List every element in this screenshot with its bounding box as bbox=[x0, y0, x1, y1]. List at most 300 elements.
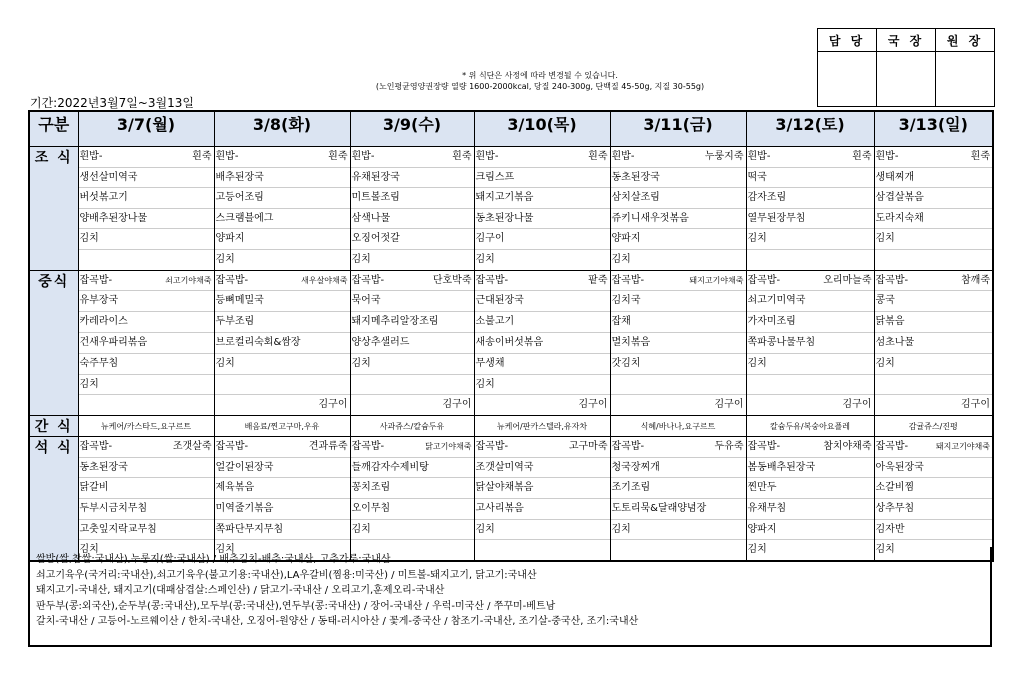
menu-item bbox=[611, 458, 746, 479]
day-header: 3/13(일) bbox=[874, 111, 993, 147]
menu-item bbox=[351, 250, 474, 270]
dish-label: 고사리볶음 bbox=[475, 502, 524, 514]
dinner-cell bbox=[78, 437, 214, 561]
menu-item bbox=[875, 499, 993, 520]
menu-item bbox=[875, 168, 993, 189]
porridge-label: 단호박죽 bbox=[432, 274, 472, 286]
day-header: 3/10(목) bbox=[474, 111, 610, 147]
rice-label: 흰밥- bbox=[351, 151, 375, 162]
dinner-row bbox=[29, 437, 993, 561]
menu-item bbox=[215, 375, 350, 396]
rice-label: 잡곡밥- bbox=[611, 274, 645, 286]
menu-item bbox=[611, 520, 746, 541]
dish-label: 김치 bbox=[79, 544, 99, 556]
menu-item bbox=[611, 229, 746, 250]
menu-item bbox=[475, 458, 610, 479]
dish-label: 소불고기 bbox=[475, 316, 515, 328]
origin-line: 쇠고기육우(국거리:국내산),쇠고기육우(불고기용:국내산),LA우갈비(찜용:미국산) / 미트볼-돼지고기, 닭고기:국내산 bbox=[36, 569, 537, 581]
menu-item bbox=[351, 395, 474, 415]
dish-label: 쥬키니새우젓볶음 bbox=[611, 212, 689, 224]
lunch-row bbox=[29, 270, 993, 416]
dish-label: 김치 bbox=[611, 523, 631, 535]
breakfast-cell bbox=[214, 147, 350, 271]
menu-item bbox=[215, 478, 350, 499]
dish-label: 김치 bbox=[611, 253, 631, 265]
dish-label: 청국장찌개 bbox=[611, 461, 660, 473]
menu-item bbox=[215, 168, 350, 189]
menu-item bbox=[875, 520, 993, 541]
dish-label: 닭갈비 bbox=[79, 482, 109, 494]
menu-item bbox=[475, 395, 610, 415]
dish-label: 돼지메추리알장조림 bbox=[351, 316, 439, 328]
dish-label: 김치 bbox=[351, 253, 371, 265]
dish-label: 동초된장나물 bbox=[475, 212, 534, 224]
menu-item bbox=[611, 291, 746, 312]
section-label-breakfast: 조 식 bbox=[29, 147, 78, 271]
porridge-label: 닭고기야채죽 bbox=[425, 442, 472, 452]
menu-item bbox=[79, 147, 214, 168]
menu-item bbox=[875, 291, 993, 312]
rice-label: 잡곡밥- bbox=[351, 441, 385, 453]
dish-label: 콩국 bbox=[875, 295, 895, 307]
origin-line: 돼지고기-국내산, 돼지고기(대패삼겹살:스페인산) / 닭고기-국내산 / 오리고기,훈제오리-국내산 bbox=[36, 585, 445, 597]
dish-label: 김치 bbox=[875, 544, 895, 556]
menu-item bbox=[747, 147, 874, 168]
lunch-cell bbox=[214, 270, 350, 416]
dinner-cell bbox=[874, 437, 993, 561]
menu-item bbox=[351, 271, 474, 292]
dish-label: 김치 bbox=[875, 357, 895, 369]
menu-item bbox=[747, 354, 874, 375]
breakfast-cell bbox=[874, 147, 993, 271]
dish-label: 양파지 bbox=[611, 233, 641, 245]
dish-label: 배추된장국 bbox=[215, 171, 264, 183]
menu-item bbox=[611, 188, 746, 209]
day-header: 3/11(금) bbox=[610, 111, 746, 147]
menu-item bbox=[611, 209, 746, 230]
breakfast-cell bbox=[610, 147, 746, 271]
dish-label: 무생채 bbox=[475, 357, 505, 369]
dish-label: 고춧잎지락교무침 bbox=[79, 523, 157, 535]
dish-label: 제육볶음 bbox=[215, 482, 255, 494]
menu-item bbox=[79, 520, 214, 541]
rice-label: 흰밥- bbox=[475, 151, 499, 162]
dish-label: 봄동배추된장국 bbox=[747, 461, 816, 473]
origin-notes bbox=[28, 547, 992, 647]
dish-label: 김구이 bbox=[475, 233, 505, 245]
menu-item bbox=[611, 333, 746, 354]
dish-label: 양상추샐러드 bbox=[351, 336, 410, 348]
dish-label: 생태찌개 bbox=[875, 171, 915, 183]
menu-item bbox=[611, 312, 746, 333]
approval-label-director: 국 장 bbox=[877, 29, 936, 52]
menu-item bbox=[215, 395, 350, 415]
menu-item bbox=[215, 209, 350, 230]
rice-label: 잡곡밥- bbox=[747, 441, 781, 453]
menu-item bbox=[79, 168, 214, 189]
menu-item bbox=[475, 291, 610, 312]
snack-cell: 뉴케어/판카스텔라,유자차 bbox=[474, 416, 610, 437]
extra-dish-label: 김구이 bbox=[961, 399, 990, 411]
dish-label: 미트볼조림 bbox=[351, 192, 400, 204]
menu-item bbox=[875, 250, 993, 270]
porridge-label: 고구마죽 bbox=[568, 441, 608, 453]
dish-label: 동초된장국 bbox=[611, 171, 660, 183]
porridge-label: 흰죽 bbox=[852, 151, 872, 162]
notice-line: (노인평균영양권장량 열량 1600-2000kcal, 당질 240-300g, 단백질 45-50g, 지질 30-55g) bbox=[375, 82, 705, 91]
origin-line: 쌀밥(쌀,찹쌀:국내산),누룽지(쌀:국내산) / 배추김치-배추:국내산, 고추가루:국내산 bbox=[36, 554, 391, 565]
menu-item bbox=[611, 354, 746, 375]
menu-item bbox=[475, 271, 610, 292]
menu-item bbox=[875, 478, 993, 499]
dish-label: 조갯살미역국 bbox=[475, 461, 534, 473]
dish-label: 유채무침 bbox=[747, 502, 787, 514]
lunch-cell bbox=[474, 270, 610, 416]
menu-item bbox=[475, 375, 610, 396]
snack-cell: 식혜/바나나,요구르트 bbox=[610, 416, 746, 437]
dish-label: 닭볶음 bbox=[875, 316, 905, 328]
extra-dish-label: 김구이 bbox=[714, 399, 744, 411]
porridge-label: 오리마늘죽 bbox=[823, 274, 872, 286]
menu-item bbox=[875, 188, 993, 209]
rice-label: 잡곡밥- bbox=[611, 441, 645, 453]
dish-label: 떡국 bbox=[747, 171, 767, 183]
menu-item bbox=[747, 520, 874, 541]
menu-item bbox=[215, 333, 350, 354]
dinner-cell bbox=[350, 437, 474, 561]
menu-item bbox=[351, 520, 474, 541]
menu-item bbox=[79, 499, 214, 520]
menu-item bbox=[747, 271, 874, 292]
dish-label: 동초된장국 bbox=[79, 461, 128, 473]
snack-cell: 배음료/찐고구마,우유 bbox=[214, 416, 350, 437]
dish-label: 근대된장국 bbox=[475, 295, 524, 307]
breakfast-row bbox=[29, 147, 993, 271]
menu-item bbox=[475, 437, 610, 458]
day-header: 3/9(수) bbox=[350, 111, 474, 147]
day-header: 3/8(화) bbox=[214, 111, 350, 147]
dish-label: 묵어국 bbox=[351, 295, 381, 307]
menu-item bbox=[611, 395, 746, 415]
rice-label: 잡곡밥- bbox=[475, 274, 509, 286]
extra-dish-label: 김구이 bbox=[578, 399, 608, 411]
menu-item bbox=[79, 437, 214, 458]
menu-item bbox=[351, 291, 474, 312]
porridge-label: 흰죽 bbox=[328, 151, 348, 162]
approval-sign-box[interactable] bbox=[818, 52, 877, 107]
period-label: 기간:2022년3월7일~3월13일 bbox=[30, 96, 194, 110]
menu-item bbox=[611, 499, 746, 520]
lunch-cell bbox=[610, 270, 746, 416]
dish-label: 김치 bbox=[747, 233, 767, 245]
dish-label: 얼갈이된장국 bbox=[215, 461, 274, 473]
approval-sign-box[interactable] bbox=[936, 52, 995, 107]
menu-item bbox=[79, 271, 214, 292]
menu-item bbox=[351, 437, 474, 458]
dish-label: 갓김치 bbox=[611, 357, 641, 369]
rice-label: 흰밥- bbox=[79, 151, 103, 162]
menu-item bbox=[351, 188, 474, 209]
dish-label: 도토리묵&달래양념장 bbox=[611, 502, 707, 514]
dish-label: 열무된장무침 bbox=[747, 212, 806, 224]
menu-item bbox=[351, 354, 474, 375]
extra-dish-label: 김구이 bbox=[442, 399, 472, 411]
menu-item bbox=[611, 147, 746, 168]
dish-label: 미역줄기볶음 bbox=[215, 502, 274, 514]
breakfast-cell bbox=[350, 147, 474, 271]
menu-item bbox=[747, 291, 874, 312]
menu-item bbox=[79, 188, 214, 209]
menu-item bbox=[215, 188, 350, 209]
dish-label: 양파지 bbox=[747, 523, 777, 535]
menu-item bbox=[747, 499, 874, 520]
menu-item bbox=[875, 271, 993, 292]
menu-item bbox=[611, 375, 746, 396]
menu-item bbox=[215, 354, 350, 375]
menu-item bbox=[215, 520, 350, 541]
dish-label: 김치 bbox=[351, 357, 371, 369]
menu-item bbox=[747, 209, 874, 230]
porridge-label: 조갯살죽 bbox=[172, 441, 212, 453]
breakfast-cell bbox=[746, 147, 874, 271]
menu-item bbox=[875, 333, 993, 354]
menu-item bbox=[611, 168, 746, 189]
dish-label: 김치 bbox=[475, 523, 495, 535]
menu-item bbox=[875, 147, 993, 168]
dish-label: 숙주무침 bbox=[79, 357, 119, 369]
dish-label: 김치 bbox=[215, 253, 235, 265]
dish-label: 들깨감자수제비탕 bbox=[351, 461, 429, 473]
dish-label: 삼색나물 bbox=[351, 212, 391, 224]
menu-item bbox=[79, 333, 214, 354]
rice-label: 흰밥- bbox=[747, 151, 771, 162]
dish-label: 닭살야채볶음 bbox=[475, 482, 534, 494]
porridge-label: 참깨죽 bbox=[961, 274, 990, 286]
dish-label: 오징어젓갈 bbox=[351, 233, 400, 245]
dish-label: 양배추된장나물 bbox=[79, 212, 148, 224]
snack-cell: 감귤쥬스/진평 bbox=[874, 416, 993, 437]
dish-label: 김치 bbox=[351, 523, 371, 535]
menu-item bbox=[611, 437, 746, 458]
menu-item bbox=[215, 250, 350, 270]
menu-item bbox=[475, 147, 610, 168]
dish-label: 건새우파리볶음 bbox=[79, 336, 148, 348]
porridge-label: 견과류죽 bbox=[308, 441, 348, 453]
menu-item bbox=[475, 168, 610, 189]
menu-item bbox=[79, 209, 214, 230]
porridge-label: 돼지고기야채죽 bbox=[935, 442, 990, 452]
rice-label: 잡곡밥- bbox=[79, 274, 113, 286]
menu-item bbox=[475, 478, 610, 499]
dish-label: 감자조림 bbox=[747, 192, 787, 204]
menu-item bbox=[747, 458, 874, 479]
snack-row bbox=[29, 416, 993, 437]
rice-label: 잡곡밥- bbox=[475, 441, 509, 453]
menu-item bbox=[475, 188, 610, 209]
menu-item bbox=[351, 229, 474, 250]
dish-label: 김치 bbox=[79, 233, 99, 245]
extra-dish-label: 김구이 bbox=[842, 399, 872, 411]
dish-label: 김치 bbox=[747, 357, 767, 369]
porridge-label: 흰죽 bbox=[452, 151, 472, 162]
menu-item bbox=[747, 437, 874, 458]
menu-item bbox=[875, 458, 993, 479]
menu-item bbox=[475, 333, 610, 354]
menu-item bbox=[79, 291, 214, 312]
snack-cell: 뉴케어/카스타드,요구르트 bbox=[78, 416, 214, 437]
rice-label: 잡곡밥- bbox=[747, 274, 781, 286]
dish-label: 김치 bbox=[875, 233, 895, 245]
dish-label: 쇠고기미역국 bbox=[747, 295, 806, 307]
menu-item bbox=[747, 312, 874, 333]
notice bbox=[330, 70, 750, 92]
dish-label: 유부장국 bbox=[79, 295, 119, 307]
dish-label: 새송이버섯볶음 bbox=[475, 336, 544, 348]
menu-item bbox=[79, 250, 214, 270]
lunch-cell bbox=[350, 270, 474, 416]
porridge-label: 흰죽 bbox=[192, 151, 212, 162]
porridge-label: 두유죽 bbox=[714, 441, 744, 453]
menu-item bbox=[351, 478, 474, 499]
origin-line: 갈치-국내산 / 고등어-노르웨이산 / 한치-국내산, 오징어-원양산 / 동태-러시아산 / 꽃게-중국산 / 참조기-국내산, 조기살-중국산, 조기:국내산 bbox=[36, 616, 639, 628]
dish-label: 유채된장국 bbox=[351, 171, 400, 183]
porridge-label: 참치야채죽 bbox=[823, 441, 872, 453]
menu-item bbox=[215, 437, 350, 458]
dish-label: 김치 bbox=[747, 544, 767, 556]
rice-label: 잡곡밥- bbox=[79, 441, 113, 453]
approval-label-manager: 담 당 bbox=[818, 29, 877, 52]
menu-item bbox=[747, 375, 874, 396]
menu-item bbox=[475, 499, 610, 520]
dish-label: 두부조림 bbox=[215, 316, 255, 328]
menu-item bbox=[351, 147, 474, 168]
porridge-label: 새우살야채죽 bbox=[301, 275, 348, 285]
rice-label: 잡곡밥- bbox=[875, 274, 909, 286]
menu-item bbox=[875, 437, 993, 458]
rice-label: 잡곡밥- bbox=[215, 274, 249, 286]
lunch-cell bbox=[746, 270, 874, 416]
menu-item bbox=[215, 271, 350, 292]
dinner-cell bbox=[610, 437, 746, 561]
lunch-cell bbox=[874, 270, 993, 416]
dish-label: 생선살미역국 bbox=[79, 171, 138, 183]
dish-label: 삼치살조림 bbox=[611, 192, 660, 204]
porridge-label: 흰죽 bbox=[970, 151, 990, 162]
menu-item bbox=[351, 458, 474, 479]
rice-label: 흰밥- bbox=[611, 151, 635, 162]
dish-label: 고등어조림 bbox=[215, 192, 264, 204]
menu-item bbox=[351, 209, 474, 230]
menu-item bbox=[79, 312, 214, 333]
dish-label: 스크램블에그 bbox=[215, 212, 274, 224]
dish-label: 브로컬리숙회&쌈장 bbox=[215, 336, 301, 348]
dish-label: 카레라이스 bbox=[79, 316, 128, 328]
menu-item bbox=[351, 333, 474, 354]
porridge-label: 돼지고기야채죽 bbox=[689, 275, 744, 285]
menu-item bbox=[79, 478, 214, 499]
menu-item bbox=[875, 375, 993, 396]
menu-item bbox=[79, 458, 214, 479]
menu-item bbox=[79, 354, 214, 375]
porridge-label: 팥죽 bbox=[588, 274, 608, 286]
menu-item bbox=[475, 209, 610, 230]
menu-item bbox=[351, 499, 474, 520]
dish-label: 김자반 bbox=[875, 523, 905, 535]
dish-label: 두부시금치무침 bbox=[79, 502, 148, 514]
dish-label: 꽁치조림 bbox=[351, 482, 391, 494]
breakfast-cell bbox=[78, 147, 214, 271]
rice-label: 잡곡밥- bbox=[351, 274, 385, 286]
menu-item bbox=[215, 147, 350, 168]
dinner-cell bbox=[746, 437, 874, 561]
menu-item bbox=[611, 271, 746, 292]
approval-table bbox=[811, 28, 995, 107]
menu-item bbox=[747, 395, 874, 415]
dish-label: 김치 bbox=[79, 378, 99, 390]
menu-item bbox=[747, 250, 874, 270]
dish-label: 소갈비찜 bbox=[875, 482, 915, 494]
corner-header: 구분 bbox=[29, 111, 78, 147]
menu-item bbox=[611, 250, 746, 270]
dish-label: 돼지고기볶음 bbox=[475, 192, 534, 204]
rice-label: 흰밥- bbox=[215, 151, 239, 162]
approval-sign-box[interactable] bbox=[877, 52, 936, 107]
rice-label: 잡곡밥- bbox=[215, 441, 249, 453]
dinner-cell bbox=[214, 437, 350, 561]
menu-item bbox=[747, 333, 874, 354]
menu-item bbox=[611, 478, 746, 499]
dish-label: 멸치볶음 bbox=[611, 336, 651, 348]
menu-table bbox=[28, 110, 994, 562]
menu-item bbox=[79, 375, 214, 396]
day-header: 3/12(토) bbox=[746, 111, 874, 147]
menu-item bbox=[215, 291, 350, 312]
dish-label: 가자미조림 bbox=[747, 316, 796, 328]
rice-label: 잡곡밥- bbox=[875, 441, 909, 453]
menu-item bbox=[747, 478, 874, 499]
section-label-lunch: 중식 bbox=[29, 270, 78, 416]
dish-label: 양파지 bbox=[215, 233, 245, 245]
dish-label: 조기조림 bbox=[611, 482, 651, 494]
menu-item bbox=[475, 229, 610, 250]
menu-item bbox=[475, 312, 610, 333]
menu-item bbox=[747, 229, 874, 250]
menu-item bbox=[475, 520, 610, 541]
dish-label: 김치 bbox=[475, 253, 495, 265]
dish-label: 버섯볶고기 bbox=[79, 192, 128, 204]
snack-cell: 사과쥬스/칼슘두유 bbox=[350, 416, 474, 437]
extra-dish-label: 김구이 bbox=[318, 399, 348, 411]
dish-label: 오이무침 bbox=[351, 502, 391, 514]
dish-label: 쪽파단무지무침 bbox=[215, 523, 284, 535]
dish-label: 잡채 bbox=[611, 316, 631, 328]
breakfast-cell bbox=[474, 147, 610, 271]
dish-label: 도라지숙채 bbox=[875, 212, 924, 224]
dish-label: 아욱된장국 bbox=[875, 461, 924, 473]
dish-label: 찐만두 bbox=[747, 482, 777, 494]
menu-item bbox=[215, 229, 350, 250]
menu-item bbox=[215, 458, 350, 479]
porridge-label: 쇠고기야채죽 bbox=[165, 275, 212, 285]
menu-item bbox=[215, 312, 350, 333]
menu-item bbox=[475, 250, 610, 270]
menu-item bbox=[747, 188, 874, 209]
menu-item bbox=[875, 209, 993, 230]
dish-label: 크림스프 bbox=[475, 171, 515, 183]
snack-cell: 칼슘두유/복숭아요플레 bbox=[746, 416, 874, 437]
menu-item bbox=[875, 229, 993, 250]
section-label-dinner: 석 식 bbox=[29, 437, 78, 561]
